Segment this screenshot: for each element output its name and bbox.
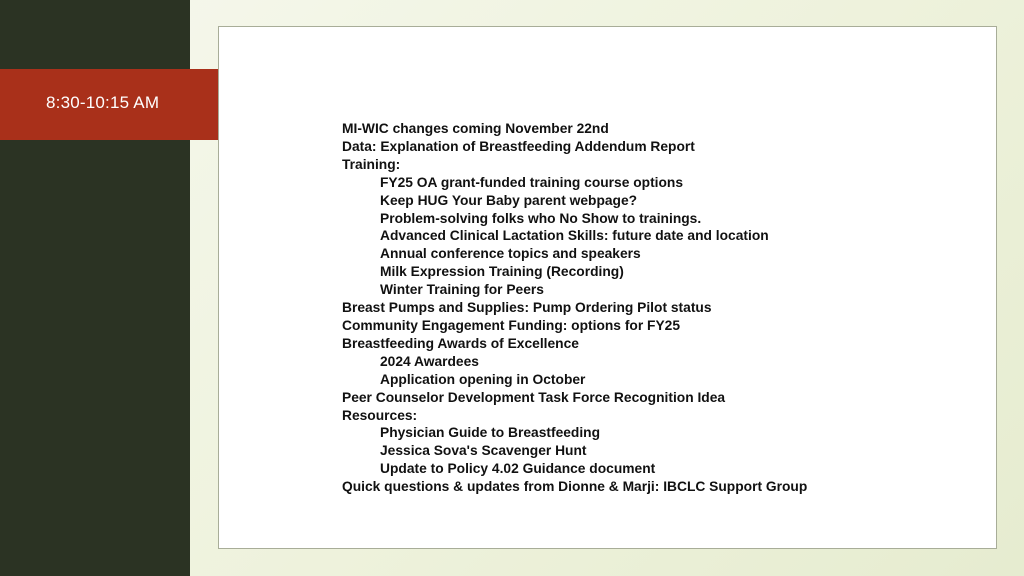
agenda-subitem: Keep HUG Your Baby parent webpage? (380, 192, 638, 208)
agenda-item: Quick questions & updates from Dionne & Marji: IBCLC Support Group (342, 479, 808, 495)
agenda-subitem: 2024 Awardees (380, 353, 479, 369)
agenda-item: Training: (342, 156, 401, 172)
agenda-item: Data: Explanation of Breastfeeding Addendum Report (342, 138, 695, 154)
agenda-item: Peer Counselor Development Task Force Recognition Idea (342, 389, 726, 405)
agenda-list (342, 120, 807, 496)
agenda-subitem: Jessica Sova's Scavenger Hunt (380, 443, 587, 459)
agenda-subitem: Problem-solving folks who No Show to trainings. (380, 210, 702, 226)
agenda-item: Breastfeeding Awards of Excellence (342, 335, 579, 351)
agenda-subitem: Milk Expression Training (Recording) (380, 264, 624, 280)
agenda-subitem: Annual conference topics and speakers (380, 246, 641, 262)
time-label: 8:30-10:15 AM (46, 93, 160, 112)
agenda-subitem: Physician Guide to Breastfeeding (380, 425, 601, 441)
agenda-subitem: Winter Training for Peers (380, 282, 544, 298)
agenda-item: Community Engagement Funding: options for FY25 (342, 317, 681, 333)
agenda-subitem: FY25 OA grant-funded training course options (380, 174, 684, 190)
agenda-subitem: Application opening in October (380, 371, 586, 387)
agenda-item: Breast Pumps and Supplies: Pump Ordering Pilot status (342, 300, 712, 316)
agenda-item: Resources: (342, 407, 418, 423)
agenda-subitem: Update to Policy 4.02 Guidance document (380, 461, 656, 477)
agenda-item: MI-WIC changes coming November 22nd (342, 121, 609, 136)
agenda-subitem: Advanced Clinical Lactation Skills: future date and location (380, 228, 769, 244)
